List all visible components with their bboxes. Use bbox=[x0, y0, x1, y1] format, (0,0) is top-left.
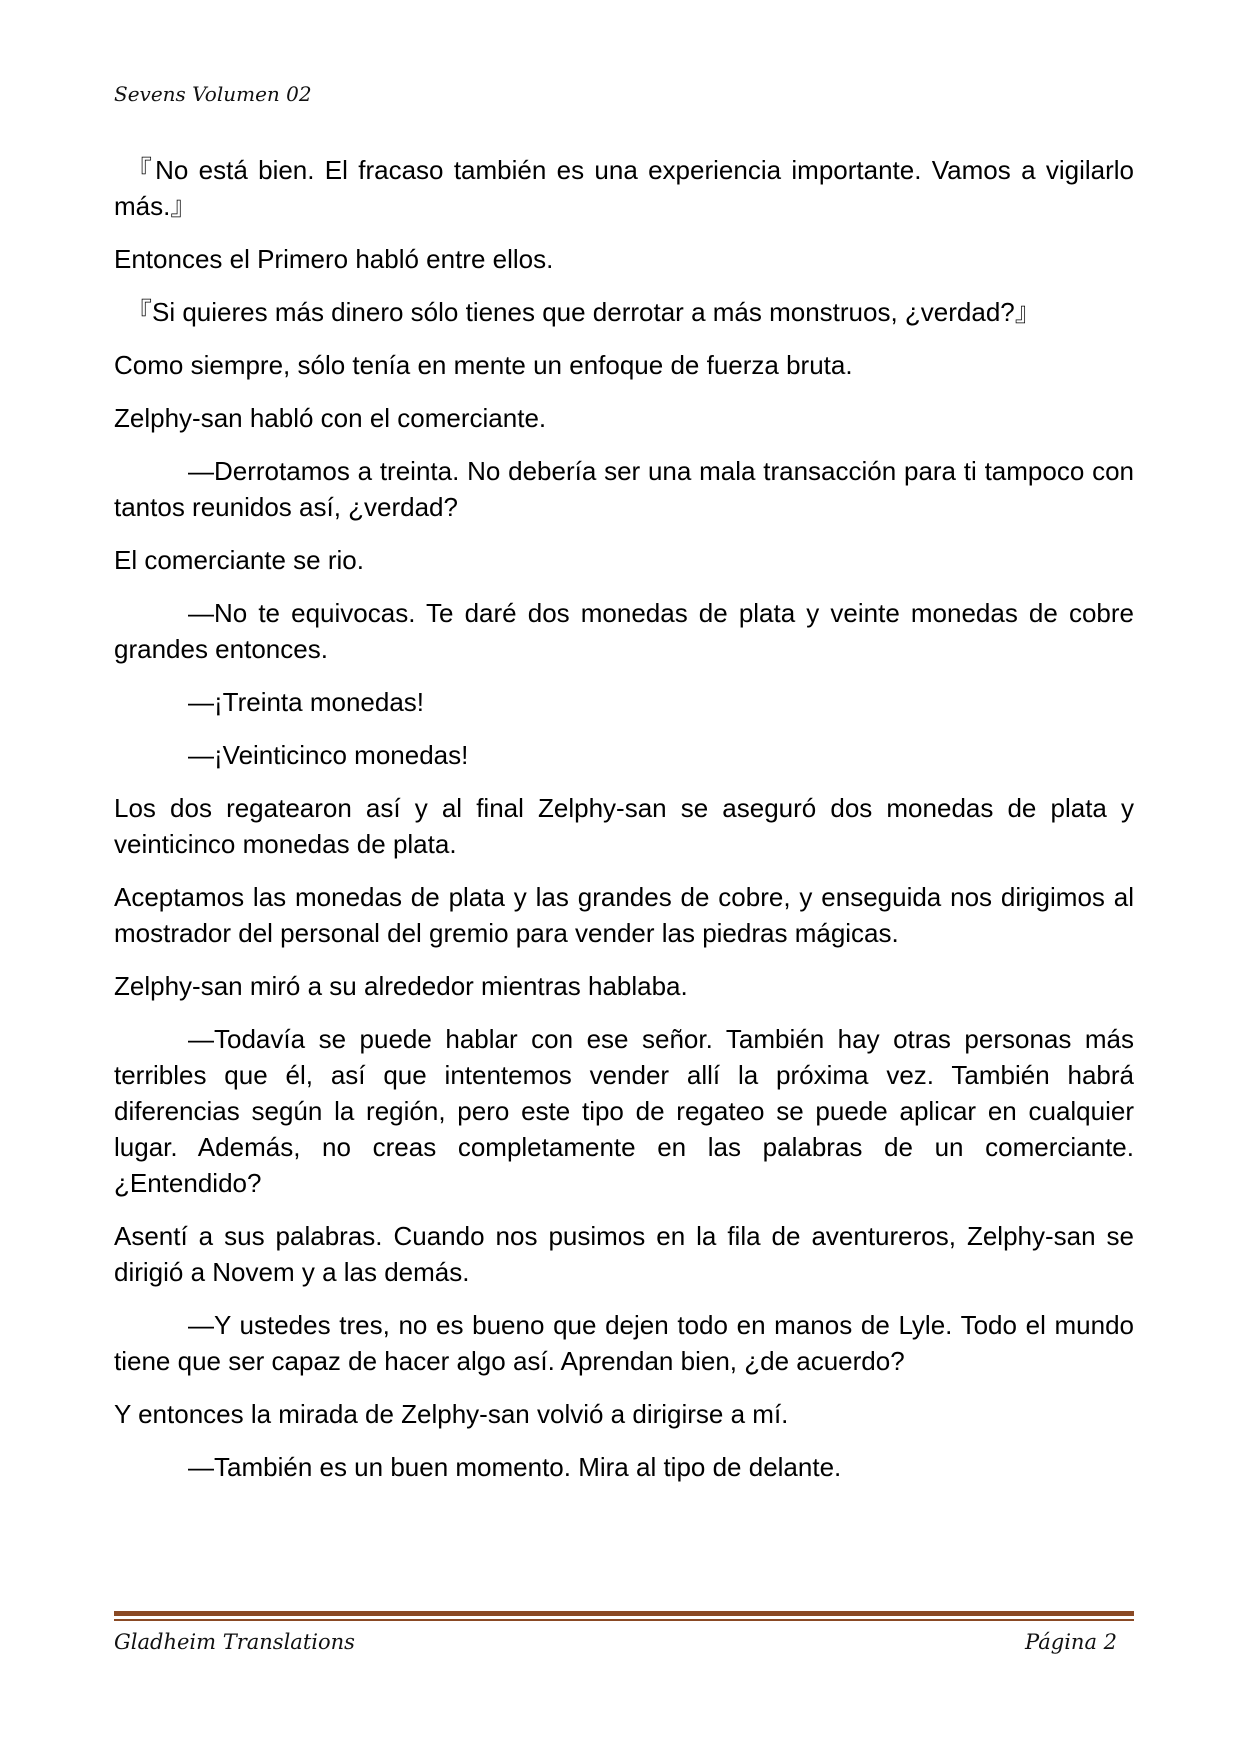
paragraph: Zelphy-san habló con el comerciante. bbox=[114, 403, 547, 433]
paragraph: —Derrotamos a treinta. No debería ser una mala transacción para ti tampoco con tantos reunidos así, ¿verdad? bbox=[114, 456, 1134, 522]
footer-rule bbox=[114, 1611, 1134, 1616]
paragraph: Zelphy-san miró a su alrededor mientras hablaba. bbox=[114, 971, 688, 1001]
paragraph: —¡Veinticinco monedas! bbox=[188, 740, 469, 770]
footer-credit: Gladheim Translations bbox=[114, 1630, 355, 1654]
paragraph: —Y ustedes tres, no es bueno que dejen todo en manos de Lyle. Todo el mundo tiene que ser capaz de hacer algo así. Aprendan bien, ¿de acuerdo? bbox=[114, 1310, 1134, 1376]
paragraph: Y entonces la mirada de Zelphy-san volvió a dirigirse a mí. bbox=[114, 1399, 789, 1429]
paragraph: Los dos regatearon así y al final Zelphy-san se aseguró dos monedas de plata y veinticinco monedas de plata. bbox=[114, 793, 1134, 859]
page-body bbox=[114, 152, 1134, 1502]
footer-rule-thin bbox=[114, 1619, 1134, 1621]
paragraph: —Todavía se puede hablar con ese señor. También hay otras personas más terribles que él, así que intentemos vender allí la próxima vez. También habrá diferencias según la región, pero este tipo de regateo se puede aplicar en cualquier lugar. Además, no creas completamente en las palabras de un comerciante. ¿Entendido? bbox=[114, 1024, 1134, 1198]
running-header: Sevens Volumen 02 bbox=[114, 82, 312, 106]
paragraph: El comerciante se rio. bbox=[114, 545, 364, 575]
paragraph: Entonces el Primero habló entre ellos. bbox=[114, 244, 554, 274]
paragraph: Asentí a sus palabras. Cuando nos pusimos en la fila de aventureros, Zelphy-san se dirigió a Novem y a las demás. bbox=[114, 1221, 1134, 1287]
paragraph: —¡Treinta monedas! bbox=[188, 687, 425, 717]
paragraph: —También es un buen momento. Mira al tipo de delante. bbox=[188, 1452, 842, 1482]
paragraph: Aceptamos las monedas de plata y las grandes de cobre, y enseguida nos dirigimos al mostrador del personal del gremio para vender las piedras mágicas. bbox=[114, 882, 1134, 948]
paragraph: 『No está bien. El fracaso también es una experiencia importante. Vamos a vigilarlo más.』 bbox=[114, 155, 1134, 221]
paragraph: —No te equivocas. Te daré dos monedas de plata y veinte monedas de cobre grandes entonces. bbox=[114, 598, 1134, 664]
paragraph: Como siempre, sólo tenía en mente un enfoque de fuerza bruta. bbox=[114, 350, 853, 380]
paragraph: 『Si quieres más dinero sólo tienes que derrotar a más monstruos, ¿verdad?』 bbox=[126, 297, 1041, 327]
page-number: Página 2 bbox=[1025, 1630, 1117, 1654]
